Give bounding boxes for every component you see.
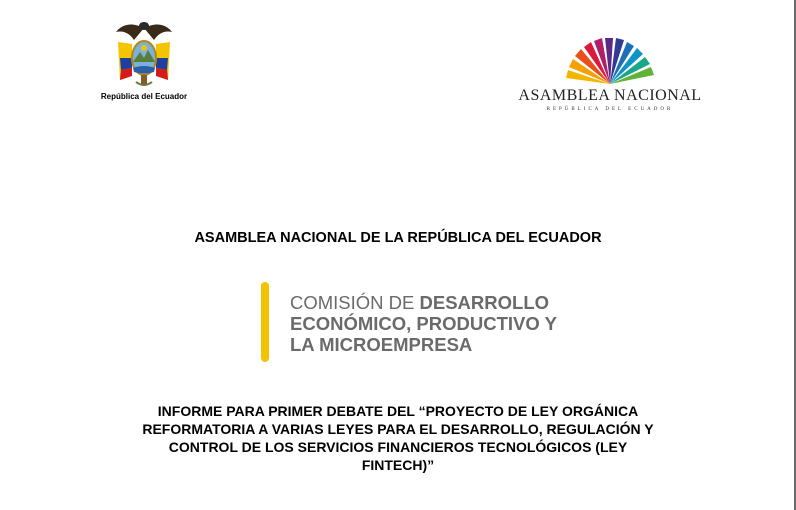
report-title-line: FINTECH)” — [361, 457, 435, 473]
republica-del-ecuador-logo — [92, 18, 196, 108]
report-title-line: CONTROL DE LOS SERVICIOS FINANCIEROS TECNOLÓGICOS (LEY — [168, 439, 628, 455]
commission-name — [290, 292, 557, 355]
commission-line1-bold: DESARROLLO — [419, 292, 550, 313]
report-title-line: REFORMATORIA A VARIAS LEYES PARA EL DESARROLLO, REGULACIÓN Y — [142, 421, 654, 437]
commission-line3: LA MICROEMPRESA — [290, 334, 473, 355]
asamblea-nacional-subtitle: REPÚBLICA DEL ECUADOR — [546, 107, 674, 112]
report-title-line: INFORME PARA PRIMER DEBATE DEL “PROYECTO DE LEY ORGÁNICA — [157, 403, 639, 419]
page-title: ASAMBLEA NACIONAL DE LA REPÚBLICA DEL ECUADOR — [194, 230, 602, 246]
commission-accent-bar — [261, 282, 269, 362]
commission-line2: ECONÓMICO, PRODUCTIVO Y — [290, 313, 557, 334]
report-title — [60, 402, 736, 474]
republica-del-ecuador-caption: República del Ecuador — [100, 92, 188, 101]
asamblea-nacional-logo — [515, 38, 705, 118]
asamblea-nacional-sunburst-icon — [563, 38, 657, 84]
commission-logo — [258, 282, 578, 364]
ecuador-coat-of-arms-icon — [114, 18, 174, 90]
asamblea-nacional-name: ASAMBLEA NACIONAL — [518, 87, 702, 104]
commission-line1-light: COMISIÓN DE — [290, 292, 420, 313]
